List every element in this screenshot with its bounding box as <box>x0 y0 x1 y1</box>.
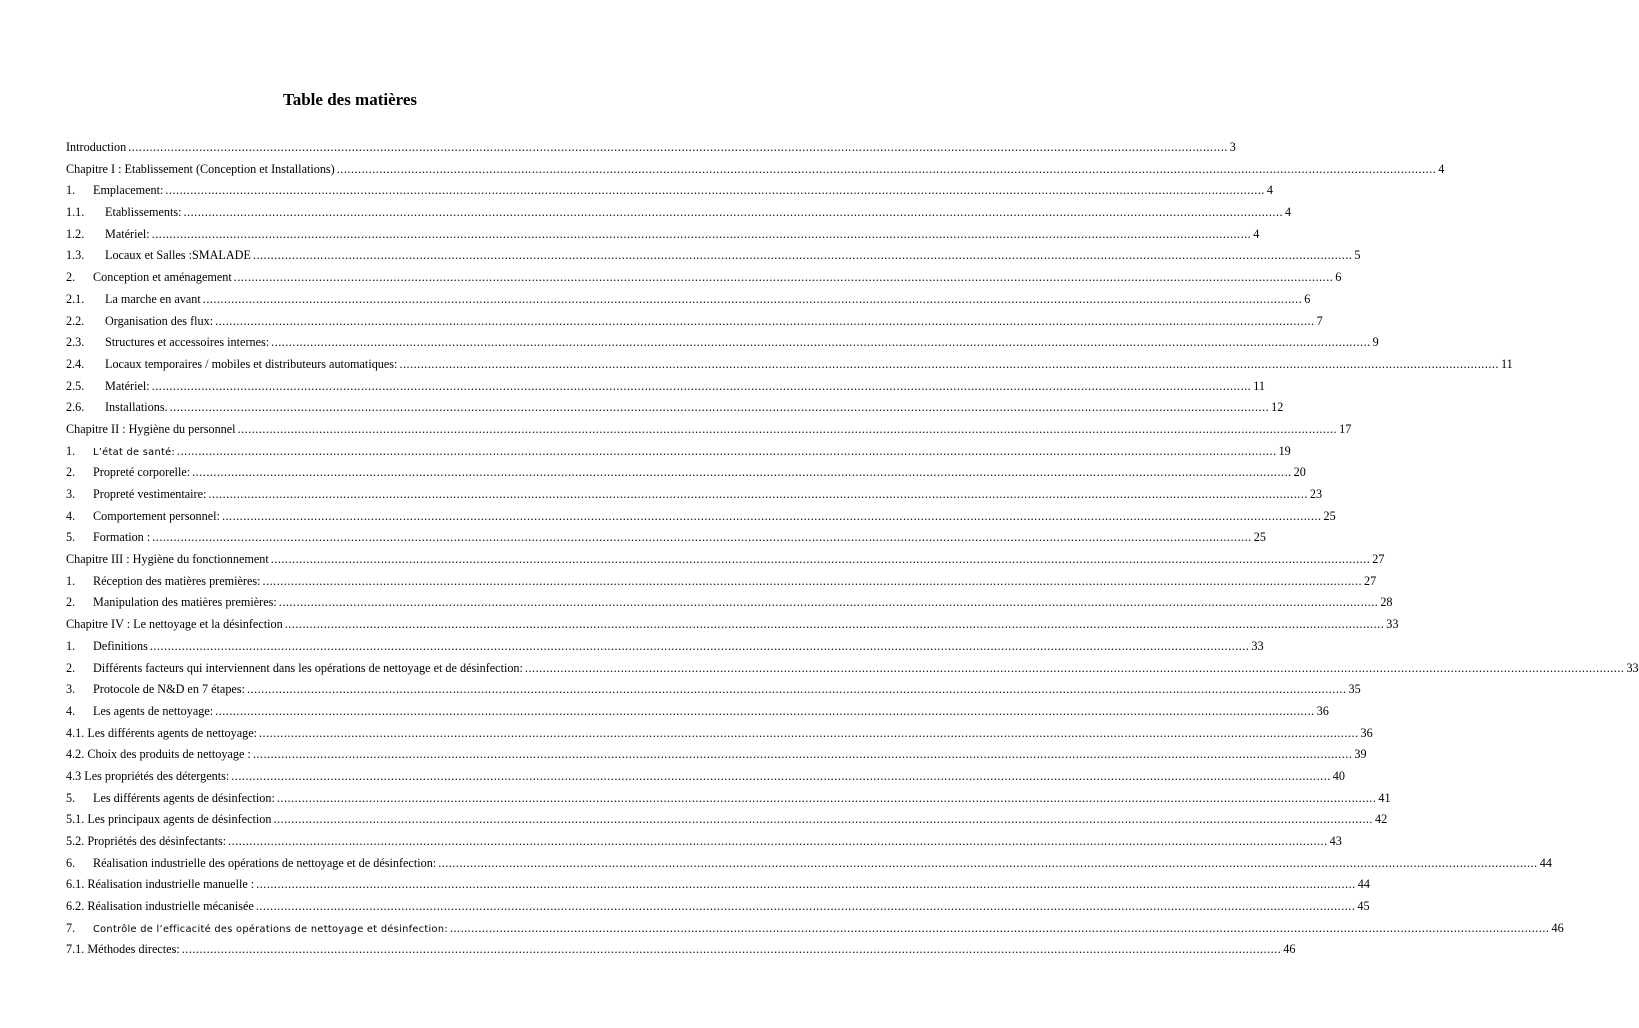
toc-entry[interactable] <box>66 573 1377 596</box>
toc-entry-label: Structures et accessoires internes: <box>105 335 270 350</box>
dot-leader <box>271 552 1371 567</box>
toc-entry-number: 1. <box>66 443 76 458</box>
toc-entry-label: Chapitre I : Etablissement (Conception et Installations) <box>66 161 335 176</box>
toc-entry-number: 1. <box>66 183 76 198</box>
toc-entry[interactable] <box>66 356 1513 379</box>
toc-entry-label: Formation : <box>93 530 151 545</box>
toc-entry-page-number: 33 <box>1251 638 1264 653</box>
toc-entry-page-number: 33 <box>1626 660 1639 675</box>
toc-entry-label: Différents facteurs qui interviennent dans les opérations de nettoyage et de désinfection: <box>93 660 523 675</box>
toc-entry-page-number: 19 <box>1278 443 1291 458</box>
toc-entry-label: La marche en avant <box>105 291 201 306</box>
dot-leader <box>228 834 1328 849</box>
toc-entry-label: Locaux temporaires / mobiles et distributeurs automatiques: <box>105 356 398 371</box>
toc-entry-page-number: 25 <box>1323 508 1336 523</box>
dot-leader <box>208 487 1308 502</box>
toc-entry[interactable] <box>66 508 1336 531</box>
toc-entry-label: Organisation des flux: <box>105 313 214 328</box>
toc-entry-page-number: 9 <box>1372 335 1379 350</box>
dot-leader <box>165 183 1265 198</box>
dot-leader <box>285 617 1385 632</box>
toc-entry-page-number: 25 <box>1253 530 1266 545</box>
dot-leader <box>152 379 1252 394</box>
toc-entry-number: 4. <box>66 703 76 718</box>
toc-entry[interactable] <box>66 920 1564 943</box>
toc-entry-page-number: 27 <box>1372 552 1385 567</box>
toc-entry-label: Manipulation des matières premières: <box>93 595 277 610</box>
toc-entry-label: Propreté vestimentaire: <box>93 487 207 501</box>
toc-entry-number: 7. <box>66 920 76 935</box>
dot-leader <box>177 444 1277 459</box>
toc-entry-page-number: 39 <box>1354 747 1367 762</box>
toc-entry-page-number: 28 <box>1380 595 1393 610</box>
toc-entry-page-number: 45 <box>1357 899 1370 914</box>
toc-entry-number: 1. <box>66 638 76 653</box>
toc-entry-label: Introduction <box>66 140 127 154</box>
toc-entry[interactable] <box>66 291 1311 314</box>
dot-leader <box>273 812 1373 827</box>
toc-entry-number: 3. <box>66 487 76 501</box>
toc-entry-number: 2. <box>66 270 76 285</box>
toc-entry[interactable] <box>66 530 1266 552</box>
dot-leader <box>253 248 1353 263</box>
dot-leader <box>231 769 1331 784</box>
dot-leader <box>128 140 1228 155</box>
toc-entry-label: 4.3 Les propriétés des détergents: <box>66 768 230 783</box>
toc-entry[interactable] <box>66 899 1370 921</box>
toc-entry-label: Matériel: <box>105 378 150 393</box>
dot-leader <box>253 747 1353 762</box>
toc-entry-page-number: 27 <box>1364 573 1377 588</box>
toc-entry-label: Chapitre II : Hygiène du personnel <box>66 421 236 436</box>
toc-entry-label: Locaux et Salles :SMALADE <box>105 248 251 263</box>
toc-entry-page-number: 35 <box>1348 682 1361 697</box>
toc-entry-label: L’état de santé: <box>93 446 176 458</box>
dot-leader <box>277 791 1377 806</box>
toc-entry[interactable] <box>66 660 1639 683</box>
toc-entry[interactable] <box>66 313 1323 336</box>
toc-entry-label: Propreté corporelle: <box>93 465 191 480</box>
dot-leader <box>215 704 1315 719</box>
toc-entry-page-number: 46 <box>1551 920 1564 935</box>
toc-entry-label: 6.2. Réalisation industrielle mécanisée <box>66 899 254 914</box>
dot-leader <box>182 942 1282 957</box>
toc-entry[interactable] <box>66 205 1292 227</box>
toc-entry-label: 4.1. Les différents agents de nettoyage: <box>66 725 257 740</box>
toc-entry-label: Réalisation industrielle des opérations de nettoyage et de désinfection: <box>93 855 437 870</box>
toc-entry[interactable] <box>66 161 1445 184</box>
toc-entry-number: 2.1. <box>66 291 85 306</box>
toc-entry-number: 1.2. <box>66 226 85 241</box>
toc-entry-page-number: 4 <box>1266 183 1274 198</box>
toc-entry-number: 6. <box>66 855 76 870</box>
toc-entry-number: 1.3. <box>66 248 85 263</box>
toc-entry-label: 6.1. Réalisation industrielle manuelle : <box>66 877 255 892</box>
toc-entry[interactable] <box>66 400 1284 422</box>
toc-entry-number: 4. <box>66 508 76 523</box>
toc-entry-label: 5.2. Propriétés des désinfectants: <box>66 834 227 848</box>
toc-entry[interactable] <box>66 942 1296 964</box>
toc-entry-number: 2.6. <box>66 400 85 415</box>
dot-leader <box>238 422 1338 437</box>
toc-entry[interactable] <box>66 421 1352 444</box>
toc-entry-page-number: 36 <box>1360 725 1373 740</box>
dot-leader <box>203 292 1303 307</box>
toc-entry-number: 2. <box>66 595 76 610</box>
dot-leader <box>184 205 1284 220</box>
dot-leader <box>450 921 1550 936</box>
toc-entry-label: Chapitre IV : Le nettoyage et la désinfection <box>66 617 283 632</box>
dot-leader <box>247 682 1347 697</box>
toc-entry[interactable] <box>66 682 1361 704</box>
dot-leader <box>152 530 1252 545</box>
toc-entry-page-number: 44 <box>1539 855 1552 870</box>
toc-entry-number: 1.1. <box>66 205 85 220</box>
toc-entry[interactable] <box>66 855 1552 878</box>
dot-leader <box>259 726 1359 741</box>
dot-leader <box>256 877 1356 892</box>
dot-leader <box>279 595 1379 610</box>
dot-leader <box>234 270 1334 285</box>
toc-entry-label: 4.2. Choix des produits de nettoyage : <box>66 747 251 762</box>
dot-leader <box>192 465 1292 480</box>
dot-leader <box>438 856 1538 871</box>
toc-entry-page-number: 5 <box>1354 248 1361 263</box>
dot-leader <box>170 400 1270 415</box>
toc-entry-number: 2. <box>66 465 76 480</box>
toc-entry[interactable] <box>66 812 1388 834</box>
toc-entry-page-number: 6 <box>1304 291 1311 306</box>
toc-entry[interactable] <box>66 140 1236 162</box>
toc-entry-label: Les agents de nettoyage: <box>93 703 214 718</box>
toc-entry[interactable] <box>66 725 1373 748</box>
toc-entry[interactable] <box>66 768 1345 791</box>
dot-leader <box>222 509 1322 524</box>
toc-entry-label: Protocole de N&D en 7 étapes: <box>93 682 245 697</box>
toc-entry-page-number: 4 <box>1285 205 1292 220</box>
dot-leader <box>256 899 1356 914</box>
toc-entry-page-number: 40 <box>1332 768 1345 783</box>
toc-entry[interactable] <box>66 703 1329 726</box>
toc-entry-number: 2.3. <box>66 335 85 350</box>
toc-entry-page-number: 43 <box>1329 834 1342 848</box>
toc-entry-number: 5. <box>66 790 76 805</box>
toc-entry[interactable] <box>66 465 1306 487</box>
toc-entry[interactable] <box>66 378 1265 401</box>
toc-entry[interactable] <box>66 487 1323 509</box>
toc-entry[interactable] <box>66 790 1391 813</box>
toc-entry-number: 2.4. <box>66 356 85 371</box>
dot-leader <box>263 574 1363 589</box>
toc-entry-page-number: 6 <box>1335 270 1342 285</box>
toc-entry-label: 5.1. Les principaux agents de désinfection <box>66 812 272 827</box>
table-of-contents <box>66 140 1639 964</box>
dot-leader <box>215 314 1315 329</box>
dot-leader <box>337 162 1437 177</box>
page-title: Table des matières <box>282 90 418 109</box>
toc-entry-label: Réception des matières premières: <box>93 573 261 588</box>
toc-entry-number: 2.2. <box>66 313 85 328</box>
toc-entry-page-number: 7 <box>1316 313 1323 328</box>
toc-entry[interactable] <box>66 226 1260 249</box>
toc-entry[interactable] <box>66 617 1399 639</box>
toc-entry-label: Les différents agents de désinfection: <box>93 790 275 805</box>
toc-entry-number: 2. <box>66 660 76 675</box>
toc-entry-label: Definitions <box>93 638 148 653</box>
toc-entry[interactable] <box>66 595 1393 617</box>
toc-entry[interactable] <box>66 183 1274 205</box>
toc-entry-label: Contrôle de l’efficacité des opérations de nettoyage et désinfection: <box>93 923 448 935</box>
toc-entry-number: 3. <box>66 682 76 697</box>
toc-entry[interactable] <box>66 443 1291 466</box>
toc-entry-number: 5. <box>66 530 76 545</box>
toc-entry[interactable] <box>66 747 1367 769</box>
dot-leader <box>399 357 1499 372</box>
toc-entry[interactable] <box>66 834 1342 856</box>
toc-entry-number: 2.5. <box>66 378 85 393</box>
toc-entry-page-number: 20 <box>1293 465 1306 480</box>
toc-entry-page-number: 36 <box>1316 703 1329 718</box>
toc-entry[interactable] <box>66 877 1370 899</box>
toc-entry[interactable] <box>66 638 1264 661</box>
toc-entry-page-number: 33 <box>1386 617 1399 632</box>
toc-entry-page-number: 4 <box>1253 226 1260 241</box>
toc-entry[interactable] <box>66 248 1361 270</box>
toc-entry-label: Comportement personnel: <box>93 508 220 523</box>
dot-leader <box>150 639 1250 654</box>
toc-entry[interactable] <box>66 552 1385 574</box>
toc-entry-label: Chapitre III : Hygiène du fonctionnement <box>66 552 269 567</box>
toc-entry[interactable] <box>66 335 1379 357</box>
toc-entry-page-number: 41 <box>1378 790 1391 805</box>
dot-leader <box>152 227 1252 242</box>
toc-entry-page-number: 11 <box>1253 378 1265 393</box>
toc-entry-page-number: 17 <box>1339 421 1352 436</box>
toc-entry[interactable] <box>66 270 1342 292</box>
toc-entry-page-number: 11 <box>1500 356 1513 371</box>
toc-entry-label: Conception et aménagement <box>93 270 232 285</box>
toc-entry-page-number: 42 <box>1374 812 1388 827</box>
toc-entry-label: Matériel: <box>105 226 150 241</box>
dot-leader <box>525 661 1625 676</box>
toc-entry-page-number: 12 <box>1271 400 1284 415</box>
toc-entry-label: 7.1. Méthodes directes: <box>66 942 180 957</box>
toc-entry-label: Emplacement: <box>93 183 164 198</box>
toc-entry-page-number: 3 <box>1229 140 1236 154</box>
toc-entry-page-number: 23 <box>1309 487 1323 501</box>
toc-entry-page-number: 4 <box>1438 161 1445 176</box>
dot-leader <box>271 335 1371 350</box>
toc-entry-label: Installations. <box>105 400 168 415</box>
toc-entry-label: Etablissements: <box>105 205 182 220</box>
toc-entry-page-number: 44 <box>1357 877 1370 892</box>
toc-entry-page-number: 46 <box>1283 942 1296 957</box>
toc-entry-number: 1. <box>66 573 76 588</box>
